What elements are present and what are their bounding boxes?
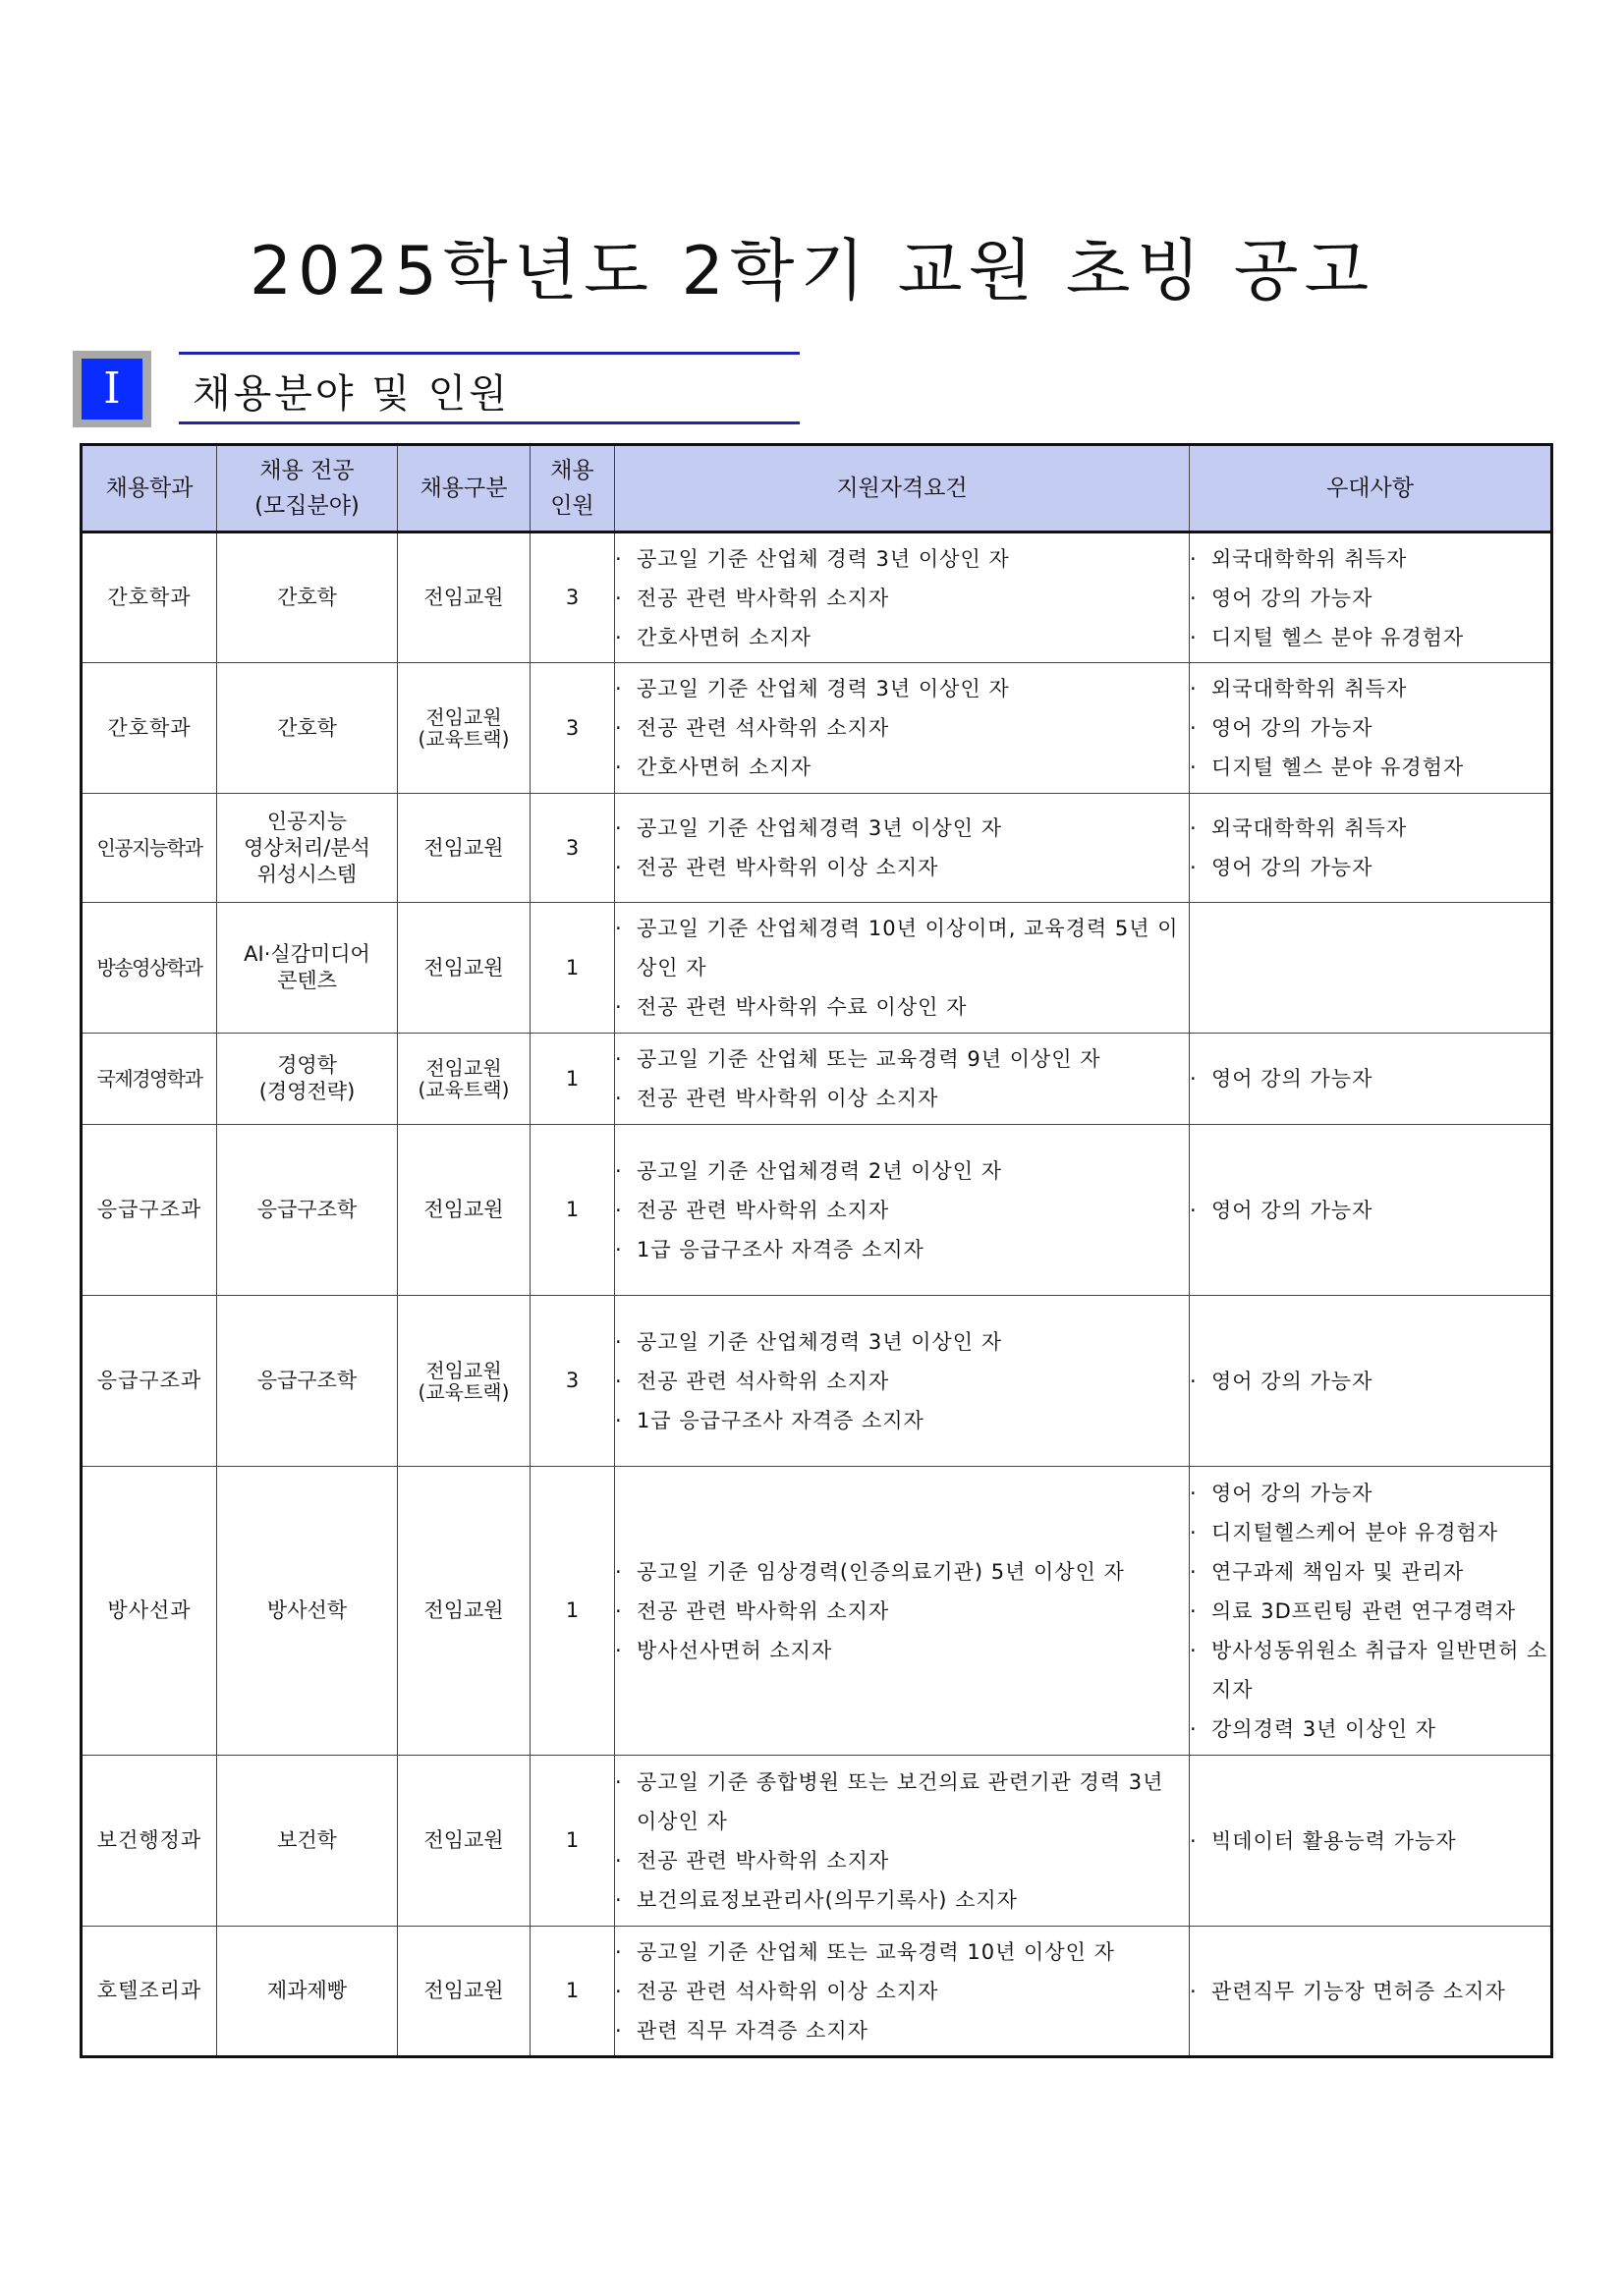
cell-count: 3 — [531, 1296, 615, 1467]
cell-requirements — [615, 1296, 1190, 1467]
requirement-item: · 관련 직무 자격증 소지자 — [615, 2011, 1189, 2050]
cell-major — [217, 1034, 398, 1125]
major-line: 위성시스템 — [256, 862, 358, 886]
requirement-item: · 공고일 기준 산업체경력 2년 이상인 자 — [615, 1151, 1189, 1191]
requirement-item: · 공고일 기준 임상경력(인증의료기관) 5년 이상인 자 — [615, 1552, 1189, 1592]
requirement-item: · 공고일 기준 산업체 경력 3년 이상인 자 — [615, 669, 1189, 708]
type-line: 전임교원 — [423, 1979, 504, 2002]
preference-item: · 관련직무 기능장 면허증 소지자 — [1190, 1972, 1550, 2011]
cell-preferences — [1190, 1467, 1552, 1756]
requirement-item: · 전공 관련 석사학위 소지자 — [615, 1362, 1189, 1401]
requirement-item: · 공고일 기준 산업체 또는 교육경력 10년 이상인 자 — [615, 1932, 1189, 1972]
cell-major — [217, 794, 398, 903]
page-title: 2025학년도 2학기 교원 초빙 공고 — [249, 233, 1375, 310]
requirement-item: · 공고일 기준 산업체경력 3년 이상인 자 — [615, 1322, 1189, 1362]
table-header-row — [82, 445, 1552, 532]
table-row — [82, 532, 1552, 663]
major-line: 영상처리/분석 — [244, 835, 370, 860]
preference-item: · 외국대학학위 취득자 — [1190, 809, 1550, 848]
requirement-item: · 전공 관련 박사학위 수료 이상인 자 — [615, 987, 1189, 1027]
preference-item: · 영어 강의 가능자 — [1190, 708, 1550, 748]
cell-count: 3 — [531, 663, 615, 794]
cell-preferences — [1190, 1034, 1552, 1125]
header-dept: 채용학과 — [82, 445, 217, 532]
table-row — [82, 1467, 1552, 1756]
preference-item: · 빅데이터 활용능력 가능자 — [1190, 1821, 1550, 1861]
requirement-item: · 간호사면허 소지자 — [615, 618, 1189, 657]
cell-dept: 간호학과 — [82, 532, 217, 663]
header-count-line2: 인원 — [550, 493, 594, 519]
preference-item: · 영어 강의 가능자 — [1190, 1474, 1550, 1513]
requirement-item: · 1급 응급구조사 자격증 소지자 — [615, 1401, 1189, 1440]
table-row — [82, 1756, 1552, 1927]
cell-major — [217, 903, 398, 1034]
preference-item: · 영어 강의 가능자 — [1190, 1191, 1550, 1230]
requirement-item: · 전공 관련 박사학위 소지자 — [615, 579, 1189, 618]
cell-dept: 인공지능학과 — [82, 794, 217, 903]
requirement-item: · 보건의료정보관리사(의무기록사) 소지자 — [615, 1880, 1189, 1920]
section-number: I — [82, 359, 142, 420]
major-line: (경영전략) — [258, 1080, 356, 1103]
section-heading — [73, 351, 800, 427]
cell-dept: 방사선과 — [82, 1467, 217, 1756]
preferences-list — [1190, 1821, 1550, 1861]
cell-major — [217, 532, 398, 663]
requirement-item: · 전공 관련 박사학위 소지자 — [615, 1841, 1189, 1880]
preferences-list — [1190, 1362, 1550, 1401]
cell-type — [398, 903, 531, 1034]
major-line: AI·실감미디어 — [244, 942, 370, 966]
preferences-list — [1190, 1474, 1550, 1749]
requirement-item: · 전공 관련 박사학위 이상 소지자 — [615, 848, 1189, 887]
cell-dept: 응급구조과 — [82, 1296, 217, 1467]
table-row — [82, 1034, 1552, 1125]
cell-major — [217, 1467, 398, 1756]
requirements-list — [615, 1763, 1189, 1920]
cell-type — [398, 794, 531, 903]
major-line: 간호학 — [277, 586, 337, 609]
cell-major — [217, 1756, 398, 1927]
table-row — [82, 1927, 1552, 2057]
cell-major — [217, 1927, 398, 2057]
type-line: 전임교원 — [425, 705, 502, 729]
header-major-line2: (모집분야) — [254, 493, 360, 519]
requirements-list — [615, 809, 1189, 887]
major-line: 보건학 — [277, 1828, 337, 1852]
cell-preferences — [1190, 532, 1552, 663]
table-body — [82, 532, 1552, 2057]
preference-item: · 외국대학학위 취득자 — [1190, 669, 1550, 708]
requirements-list — [615, 1151, 1189, 1269]
section-number-box — [73, 351, 151, 427]
requirement-item: · 공고일 기준 산업체경력 10년 이상이며, 교육경력 5년 이상인 자 — [615, 909, 1189, 987]
cell-dept: 응급구조과 — [82, 1125, 217, 1296]
cell-requirements — [615, 532, 1190, 663]
cell-type — [398, 1467, 531, 1756]
cell-requirements — [615, 1927, 1190, 2057]
table-row — [82, 794, 1552, 903]
cell-type — [398, 663, 531, 794]
preference-item: · 영어 강의 가능자 — [1190, 579, 1550, 618]
preference-item: · 디지털 헬스 분야 유경험자 — [1190, 618, 1550, 657]
requirement-item: · 간호사면허 소지자 — [615, 748, 1189, 787]
header-type: 채용구분 — [398, 445, 531, 532]
preference-item: · 디지털 헬스 분야 유경험자 — [1190, 748, 1550, 787]
type-line: 전임교원 — [425, 1358, 502, 1382]
cell-preferences — [1190, 1756, 1552, 1927]
major-line: 인공지능 — [266, 809, 348, 833]
cell-type — [398, 532, 531, 663]
preference-item: · 연구과제 책임자 및 관리자 — [1190, 1552, 1550, 1592]
table-row — [82, 1125, 1552, 1296]
header-count-line1: 채용 — [550, 458, 594, 483]
major-line: 경영학 — [277, 1053, 337, 1077]
cell-dept: 국제경영학과 — [82, 1034, 217, 1125]
cell-dept: 호텔조리과 — [82, 1927, 217, 2057]
cell-type — [398, 1125, 531, 1296]
cell-requirements — [615, 1034, 1190, 1125]
preference-item: · 강의경력 3년 이상인 자 — [1190, 1709, 1550, 1749]
requirements-list — [615, 1322, 1189, 1440]
type-line: 전임교원 — [423, 835, 504, 860]
header-requirements: 지원자격요건 — [615, 445, 1190, 532]
cell-preferences — [1190, 794, 1552, 903]
preference-item: · 외국대학학위 취득자 — [1190, 539, 1550, 579]
header-preferences: 우대사항 — [1190, 445, 1552, 532]
cell-preferences — [1190, 663, 1552, 794]
cell-count: 1 — [531, 1756, 615, 1927]
preferences-list — [1190, 1059, 1550, 1098]
major-line: 간호학 — [277, 715, 337, 740]
requirement-item: · 공고일 기준 산업체경력 3년 이상인 자 — [615, 809, 1189, 848]
section-rule-top — [179, 352, 800, 355]
type-line: 전임교원 — [423, 1198, 504, 1221]
major-line: 제과제빵 — [266, 1979, 348, 2002]
preferences-list — [1190, 809, 1550, 887]
cell-count: 3 — [531, 532, 615, 663]
cell-count: 1 — [531, 1467, 615, 1756]
preferences-list — [1190, 669, 1550, 787]
requirement-item: · 전공 관련 석사학위 소지자 — [615, 708, 1189, 748]
cell-count: 1 — [531, 1034, 615, 1125]
requirements-list — [615, 539, 1189, 657]
requirement-item: · 1급 응급구조사 자격증 소지자 — [615, 1230, 1189, 1269]
table-row — [82, 663, 1552, 794]
type-line: 전임교원 — [425, 1056, 502, 1080]
requirement-item: · 전공 관련 석사학위 이상 소지자 — [615, 1972, 1189, 2011]
cell-requirements — [615, 794, 1190, 903]
type-line: (교육트랙) — [418, 727, 510, 751]
cell-dept: 보건행정과 — [82, 1756, 217, 1927]
header-major — [217, 445, 398, 532]
cell-dept: 간호학과 — [82, 663, 217, 794]
cell-type — [398, 1296, 531, 1467]
cell-type — [398, 1927, 531, 2057]
cell-requirements — [615, 1756, 1190, 1927]
cell-preferences — [1190, 903, 1552, 1034]
requirements-list — [615, 669, 1189, 787]
type-line: (교육트랙) — [418, 1379, 510, 1404]
major-line: 방사선학 — [266, 1598, 348, 1622]
preferences-list — [1190, 1972, 1550, 2011]
cell-preferences — [1190, 1927, 1552, 2057]
requirement-item: · 전공 관련 박사학위 이상 소지자 — [615, 1079, 1189, 1118]
type-line: 전임교원 — [423, 1828, 504, 1852]
cell-major — [217, 1125, 398, 1296]
requirement-item: · 전공 관련 박사학위 소지자 — [615, 1592, 1189, 1631]
cell-type — [398, 1756, 531, 1927]
cell-preferences — [1190, 1125, 1552, 1296]
header-count — [531, 445, 615, 532]
requirements-list — [615, 909, 1189, 1027]
preferences-list — [1190, 1191, 1550, 1230]
preference-item: · 디지털헬스케어 분야 유경험자 — [1190, 1513, 1550, 1552]
preference-item: · 영어 강의 가능자 — [1190, 848, 1550, 887]
section-rule-bottom — [179, 421, 800, 424]
table-row — [82, 1296, 1552, 1467]
requirement-item: · 공고일 기준 산업체 경력 3년 이상인 자 — [615, 539, 1189, 579]
preference-item: · 방사성동위원소 취급자 일반면허 소지자 — [1190, 1631, 1550, 1709]
type-line: (교육트랙) — [418, 1078, 510, 1101]
cell-requirements — [615, 1125, 1190, 1296]
cell-requirements — [615, 903, 1190, 1034]
cell-count: 3 — [531, 794, 615, 903]
requirement-item: · 전공 관련 박사학위 소지자 — [615, 1191, 1189, 1230]
cell-requirements — [615, 663, 1190, 794]
table-row — [82, 903, 1552, 1034]
cell-requirements — [615, 1467, 1190, 1756]
cell-count: 1 — [531, 1125, 615, 1296]
type-line: 전임교원 — [423, 1598, 504, 1622]
major-line: 응급구조학 — [256, 1369, 358, 1392]
type-line: 전임교원 — [423, 955, 504, 980]
requirement-item: · 공고일 기준 종합병원 또는 보건의료 관련기관 경력 3년 이상인 자 — [615, 1763, 1189, 1841]
cell-type — [398, 1034, 531, 1125]
preferences-list — [1190, 539, 1550, 657]
preference-item: · 영어 강의 가능자 — [1190, 1362, 1550, 1401]
preference-item: · 영어 강의 가능자 — [1190, 1059, 1550, 1098]
requirements-list — [615, 1932, 1189, 2050]
cell-dept: 방송영상학과 — [82, 903, 217, 1034]
type-line: 전임교원 — [423, 586, 504, 609]
recruitment-table — [80, 443, 1553, 2058]
requirements-list — [615, 1552, 1189, 1670]
cell-preferences — [1190, 1296, 1552, 1467]
preference-item: · 의료 3D프린팅 관련 연구경력자 — [1190, 1592, 1550, 1631]
major-line: 콘텐츠 — [277, 969, 337, 992]
requirement-item: · 방사선사면허 소지자 — [615, 1631, 1189, 1670]
cell-count: 1 — [531, 1927, 615, 2057]
cell-count: 1 — [531, 903, 615, 1034]
major-line: 응급구조학 — [256, 1198, 358, 1221]
requirements-list — [615, 1039, 1189, 1118]
cell-major — [217, 663, 398, 794]
section-title: 채용분야 및 인원 — [193, 371, 510, 417]
cell-major — [217, 1296, 398, 1467]
header-major-line1: 채용 전공 — [259, 458, 355, 483]
requirement-item: · 공고일 기준 산업체 또는 교육경력 9년 이상인 자 — [615, 1039, 1189, 1079]
